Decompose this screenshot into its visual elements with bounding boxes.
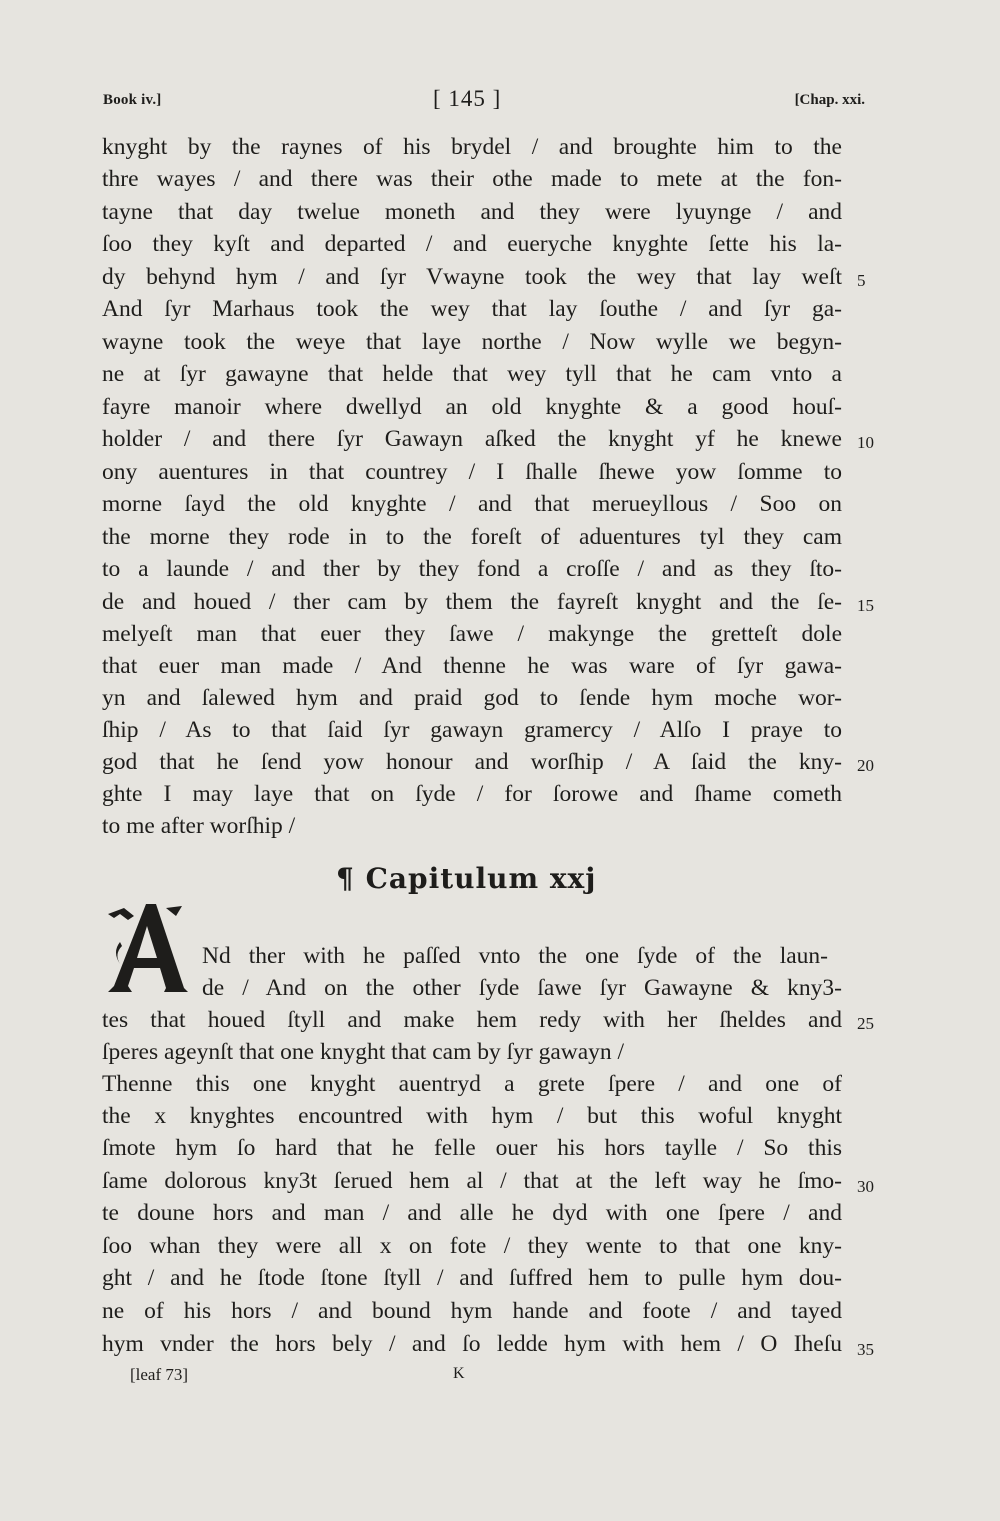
text-line: ſoo whan they were all x on fote / they wente to that one kny- <box>102 1233 842 1259</box>
book-number: Book iv.] <box>103 92 162 108</box>
text-line: And ſyr Marhaus took the wey that lay ſouthe / and ſyr ga- <box>102 296 842 322</box>
text-line: holder / and there ſyr Gawayn aſked the knyght yf he knewe <box>102 426 842 452</box>
running-header <box>103 88 863 118</box>
text-line: ne of his hors / and bound hym hande and foote / and tayed <box>102 1298 842 1324</box>
text-line: that euer man made / And thenne he was ware of ſyr gawa- <box>102 653 842 679</box>
text-line: ghte I may laye that on ſyde / for ſorowe and ſhame cometh <box>102 781 842 807</box>
text-line: tes that houed ſtyll and make hem redy with her ſheldes and <box>102 1007 842 1033</box>
text-line: hym vnder the hors bely / and ſo ledde hym with hem / O Iheſu <box>102 1331 842 1357</box>
text-line: ght / and he ſtode ſtone ſtyll / and ſuffred hem to pulle hym dou- <box>102 1265 842 1291</box>
text-line: de and houed / ther cam by them the fayreſt knyght and the ſe- <box>102 589 842 615</box>
text-line: to me after worſhip / <box>102 813 296 839</box>
gathering-mark: K <box>453 1365 465 1382</box>
text-line: morne ſayd the old knyghte / and that merueyllous / Soo on <box>102 491 842 517</box>
line-number: 35 <box>857 1340 874 1359</box>
chapter-heading: ¶ Capitulum xxj <box>336 862 597 895</box>
text-line: fayre manoir where dwellyd an old knyghte & a good houſ- <box>102 394 842 420</box>
text-line: wayne took the weye that laye northe / Now wylle we begyn- <box>102 329 842 355</box>
text-line: knyght by the raynes of his brydel / and broughte him to the <box>102 134 842 160</box>
chapter-number: [Chap. xxi. <box>794 92 865 108</box>
text-line: thre wayes / and there was their othe made to mete at the fon- <box>102 166 842 192</box>
text-line: dy behynd hym / and ſyr Vwayne took the wey that lay weſt <box>102 264 842 290</box>
text-line: ſmote hym ſo hard that he felle ouer his hors taylle / So this <box>102 1135 842 1161</box>
text-line: tayne that day twelue moneth and they were lyuynge / and <box>102 199 842 225</box>
page-number: [ 145 ] <box>433 86 502 111</box>
text-line: the morne they rode in to the foreſt of aduentures tyl they cam <box>102 524 842 550</box>
text-line: ſhip / As to that ſaid ſyr gawayn gramercy / Alſo I praye to <box>102 717 842 743</box>
text-line: ſoo they kyſt and departed / and eueryche knyghte ſette his la- <box>102 231 842 257</box>
text-line: melyeſt man that euer they ſawe / makynge the gretteſt dole <box>102 621 842 647</box>
line-number: 10 <box>857 433 874 452</box>
line-number: 30 <box>857 1177 874 1196</box>
text-line: ſperes ageynſt that one knyght that cam by ſyr gawayn / <box>102 1039 625 1065</box>
text-line: Nd ther with he paſſed vnto the one ſyde of the laun- <box>202 943 828 969</box>
text-line: god that he ſend yow honour and worſhip / A ſaid the kny- <box>102 749 842 775</box>
drop-cap-icon <box>106 902 188 994</box>
line-number: 5 <box>857 271 866 290</box>
text-line: de / And on the other ſyde ſawe ſyr Gawayne & kny3- <box>202 975 842 1001</box>
leaf-signature: [leaf 73] <box>130 1365 189 1384</box>
text-line: ony auentures in that countrey / I ſhalle ſhewe yow ſomme to <box>102 459 842 485</box>
text-line: to a launde / and ther by they fond a croſſe / and as they ſto- <box>102 556 842 582</box>
text-line: the x knyghtes encountred with hym / but this woful knyght <box>102 1103 842 1129</box>
text-line: ſame dolorous kny3t ſerued hem al / that at the left way he ſmo- <box>102 1168 842 1194</box>
line-number: 15 <box>857 596 874 615</box>
text-line: te doune hors and man / and alle he dyd with one ſpere / and <box>102 1200 842 1226</box>
line-number: 20 <box>857 756 874 775</box>
text-line: yn and ſalewed hym and praid god to ſende hym moche wor- <box>102 685 842 711</box>
line-number: 25 <box>857 1014 874 1033</box>
text-line: Thenne this one knyght auentryd a grete ſpere / and one of <box>102 1071 842 1097</box>
text-line: ne at ſyr gawayne that helde that wey tyll that he cam vnto a <box>102 361 842 387</box>
